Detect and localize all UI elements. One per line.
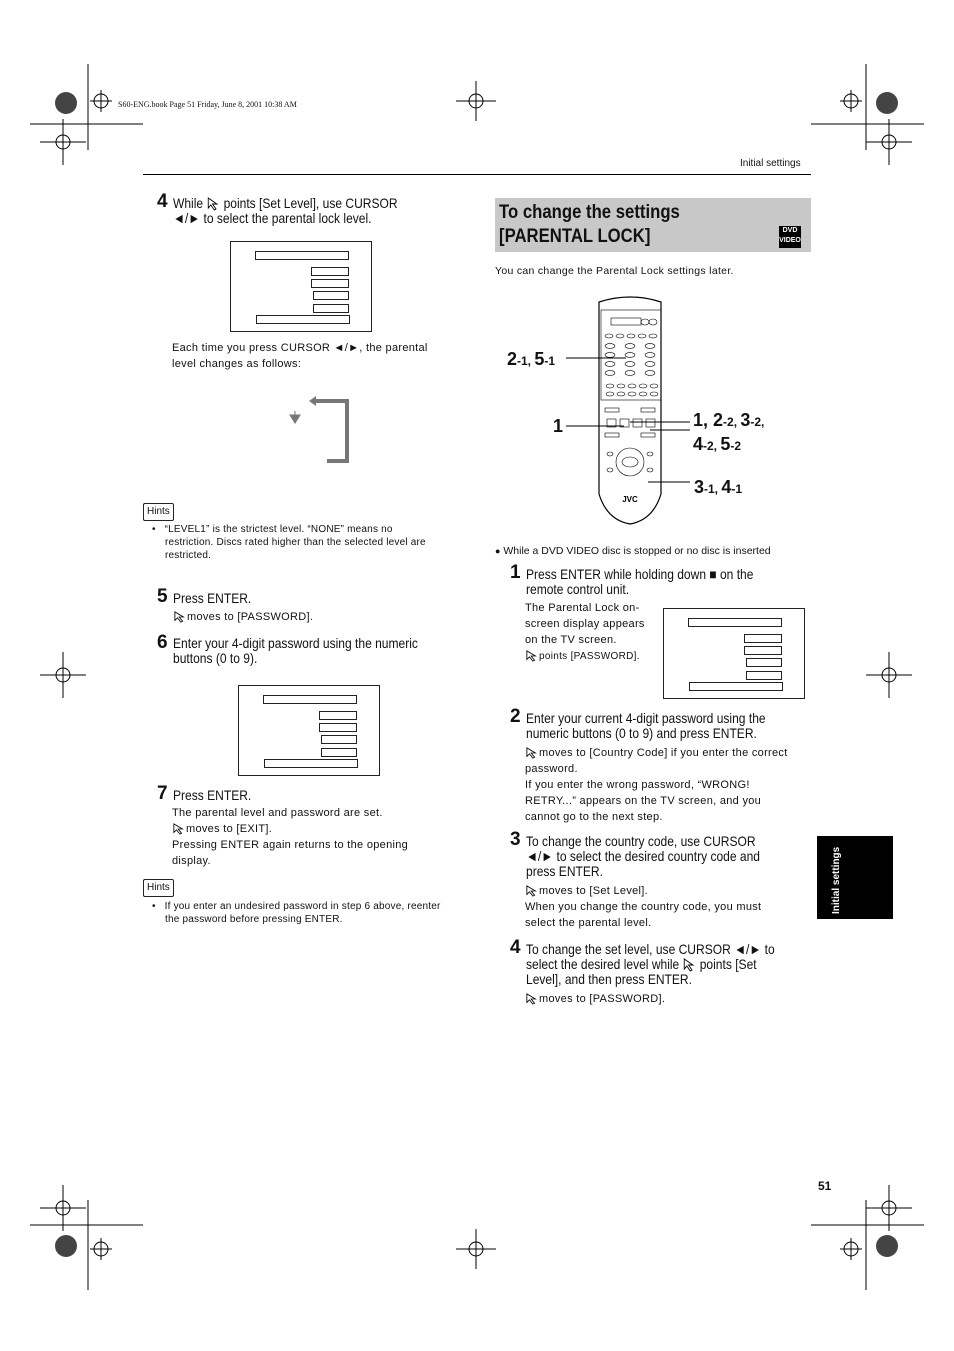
condition-note: ● While a DVD VIDEO disc is stopped or no disc is inserted xyxy=(495,545,771,557)
pointer-icon xyxy=(173,611,187,623)
pointer-icon xyxy=(525,650,539,662)
osd-screen-set-level xyxy=(230,241,372,332)
osd-title-bar xyxy=(255,251,349,260)
osd-screen-password xyxy=(238,685,380,776)
dvd-video-badge: DVD VIDEO xyxy=(779,226,801,248)
step6-text: Enter your 4-digit password using the numeric buttons (0 to 9). xyxy=(173,635,418,666)
step2-text: Enter your current 4-digit password using the numeric buttons (0 to 9) and press ENTER. xyxy=(526,710,766,741)
pointer-icon xyxy=(206,197,220,211)
step-number: 6 xyxy=(157,632,168,653)
step-number: 7 xyxy=(157,783,168,804)
step5-sub: moves to [PASSWORD]. xyxy=(173,609,313,625)
step3-text: To change the country code, use CURSOR ◄/► to select the desired country code and press ENTER. xyxy=(526,833,761,879)
step-number: 4 xyxy=(157,191,168,212)
step-number: 4 xyxy=(510,937,521,958)
hints-list-2: • If you enter an undesired password in step 6 above, reenter the password before pressing ENTER. xyxy=(152,901,441,925)
step-number: 1 xyxy=(510,562,521,583)
callout-steps-2-5: 2-1, 5-1 xyxy=(507,349,556,369)
pointer-icon xyxy=(525,885,539,897)
step3-sub: moves to [Set Level]. When you change the country code, you must select the parental level. xyxy=(525,885,762,929)
section-title: To change the settings [PARENTAL LOCK] xyxy=(499,202,680,247)
cycle-note: Each time you press CURSOR ◄/►, the parental level changes as follows: xyxy=(172,342,428,370)
hints-label: Hints xyxy=(143,503,174,521)
callout-steps-enter: 1, 2-2, 3-2, 4-2, 5-2 xyxy=(693,410,765,454)
page-number: 51 xyxy=(818,1179,832,1193)
header-rule xyxy=(143,174,811,175)
pointer-icon xyxy=(525,747,539,759)
step4-right-text: To change the set level, use CURSOR ◄/► to select the desired level while points [Set Level], and then press ENTER. xyxy=(526,941,775,988)
step4-text: While points [Set Level], use CURSOR ◄/► to select the parental lock level. xyxy=(173,195,398,227)
step4-right-sub: moves to [PASSWORD]. xyxy=(525,991,665,1007)
callout-steps-cursor: 3-1, 4-1 xyxy=(694,477,743,497)
step7-sub: The parental level and password are set. moves to [EXIT]. Pressing ENTER again returns to the opening display. xyxy=(172,807,409,867)
pointer-icon xyxy=(683,958,697,972)
callout-leader-lines xyxy=(560,350,700,490)
osd-screen-parental-lock xyxy=(663,608,805,699)
level-cycle-diagram xyxy=(285,393,355,465)
print-stamp: S60-ENG.book Page 51 Friday, June 8, 2001 10:38 AM xyxy=(118,100,297,109)
step1-text: Press ENTER while holding down ■ on the remote control unit. xyxy=(526,566,754,597)
pointer-icon xyxy=(525,993,539,1005)
hints-list-1: • “LEVEL1” is the strictest level. “NONE” means no restriction. Discs rated higher than the selected level are restricted. xyxy=(152,524,426,561)
step-number: 2 xyxy=(510,706,521,727)
intro-text: You can change the Parental Lock settings later. xyxy=(495,265,734,277)
step-number: 3 xyxy=(510,829,521,850)
section-title-box xyxy=(495,198,811,252)
pointer-icon xyxy=(172,823,186,835)
hints-label: Hints xyxy=(143,879,174,897)
step-number: 5 xyxy=(157,586,168,607)
side-section-tab: Initial settings xyxy=(817,836,893,919)
section-header: Initial settings xyxy=(740,158,801,169)
remote-brand-label: JVC xyxy=(622,495,638,504)
step2-sub: moves to [Country Code] if you enter the correct password. If you enter the wrong password, “WRONG! RETRY...” appears on the TV screen, and you cannot go to the next step. xyxy=(525,747,788,823)
step5-text: Press ENTER. xyxy=(173,590,252,606)
step1-sub: The Parental Lock on- screen display appears on the TV screen. points [PASSWORD]. xyxy=(525,602,645,662)
step7-text: Press ENTER. xyxy=(173,787,252,803)
callout-step-1: 1 xyxy=(553,416,564,436)
